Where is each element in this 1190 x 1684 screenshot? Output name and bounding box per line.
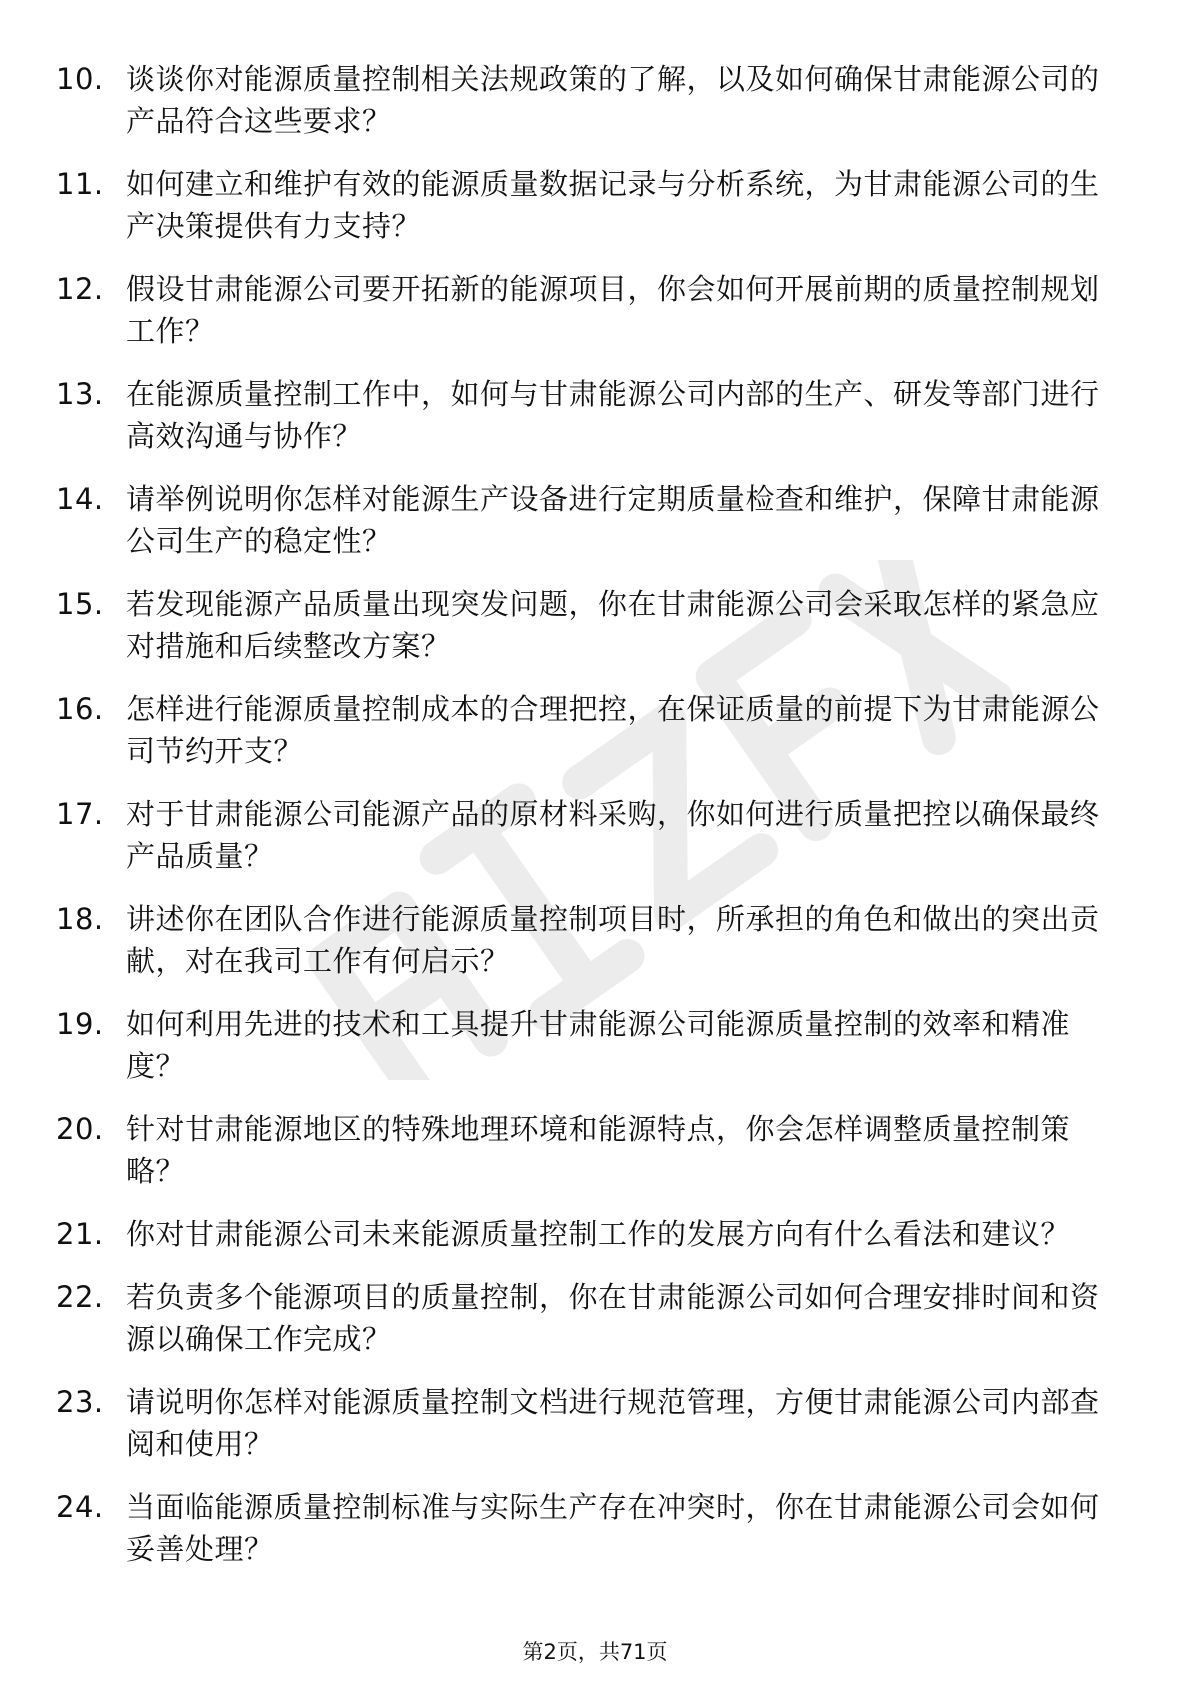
question-text: 如何利用先进的技术和工具提升甘肃能源公司能源质量控制的效率和精准度？ [126,1007,1071,1083]
list-item [56,58,1126,142]
question-text: 针对甘肃能源地区的特殊地理环境和能源特点，你会怎样调整质量控制策略？ [126,1112,1071,1188]
list-item [56,688,1126,772]
item-number: 10. [56,62,104,96]
question-list [56,58,1126,1591]
list-item [56,1276,1126,1360]
question-text: 当面临能源质量控制标准与实际生产存在冲突时，你在甘肃能源公司会如何妥善处理？ [126,1490,1100,1566]
list-item [56,1486,1126,1570]
list-item [56,1003,1126,1087]
item-number: 17. [56,797,104,831]
question-text: 谈谈你对能源质量控制相关法规政策的了解，以及如何确保甘肃能源公司的产品符合这些要求？ [126,62,1100,138]
list-item [56,898,1126,982]
page-footer [0,1637,1190,1667]
item-number: 19. [56,1007,104,1041]
question-text: 若负责多个能源项目的质量控制，你在甘肃能源公司如何合理安排时间和资源以确保工作完成？ [126,1280,1100,1356]
item-number: 24. [56,1490,104,1524]
page-number-label: 第2页，共71页 [522,1640,668,1664]
question-text: 请举例说明你怎样对能源生产设备进行定期质量检查和维护，保障甘肃能源公司生产的稳定性？ [126,482,1100,558]
list-item [56,793,1126,877]
item-number: 18. [56,902,104,936]
question-text: 假设甘肃能源公司要开拓新的能源项目，你会如何开展前期的质量控制规划工作？ [126,272,1100,348]
item-number: 12. [56,272,104,306]
question-text: 怎样进行能源质量控制成本的合理把控，在保证质量的前提下为甘肃能源公司节约开支？ [126,692,1100,768]
question-text: 如何建立和维护有效的能源质量数据记录与分析系统，为甘肃能源公司的生产决策提供有力支持？ [126,167,1100,243]
list-item [56,268,1126,352]
question-text: 讲述你在团队合作进行能源质量控制项目时，所承担的角色和做出的突出贡献，对在我司工作有何启示？ [126,902,1100,978]
question-text: 你对甘肃能源公司未来能源质量控制工作的发展方向有什么看法和建议？ [126,1217,1071,1251]
question-text: 在能源质量控制工作中，如何与甘肃能源公司内部的生产、研发等部门进行高效沟通与协作？ [126,377,1100,453]
item-number: 21. [56,1217,104,1251]
list-item [56,1213,1126,1255]
item-number: 16. [56,692,104,726]
item-number: 11. [56,167,104,201]
item-number: 22. [56,1280,104,1314]
list-item [56,373,1126,457]
list-item [56,1108,1126,1192]
list-item [56,583,1126,667]
question-text: 请说明你怎样对能源质量控制文档进行规范管理，方便甘肃能源公司内部查阅和使用？ [126,1385,1100,1461]
list-item [56,478,1126,562]
item-number: 20. [56,1112,104,1146]
question-text: 若发现能源产品质量出现突发问题，你在甘肃能源公司会采取怎样的紧急应对措施和后续整改方案？ [126,587,1100,663]
item-number: 13. [56,377,104,411]
question-text: 对于甘肃能源公司能源产品的原材料采购，你如何进行质量把控以确保最终产品质量？ [126,797,1100,873]
item-number: 23. [56,1385,104,1419]
list-item [56,163,1126,247]
item-number: 14. [56,482,104,516]
item-number: 15. [56,587,104,621]
list-item [56,1381,1126,1465]
